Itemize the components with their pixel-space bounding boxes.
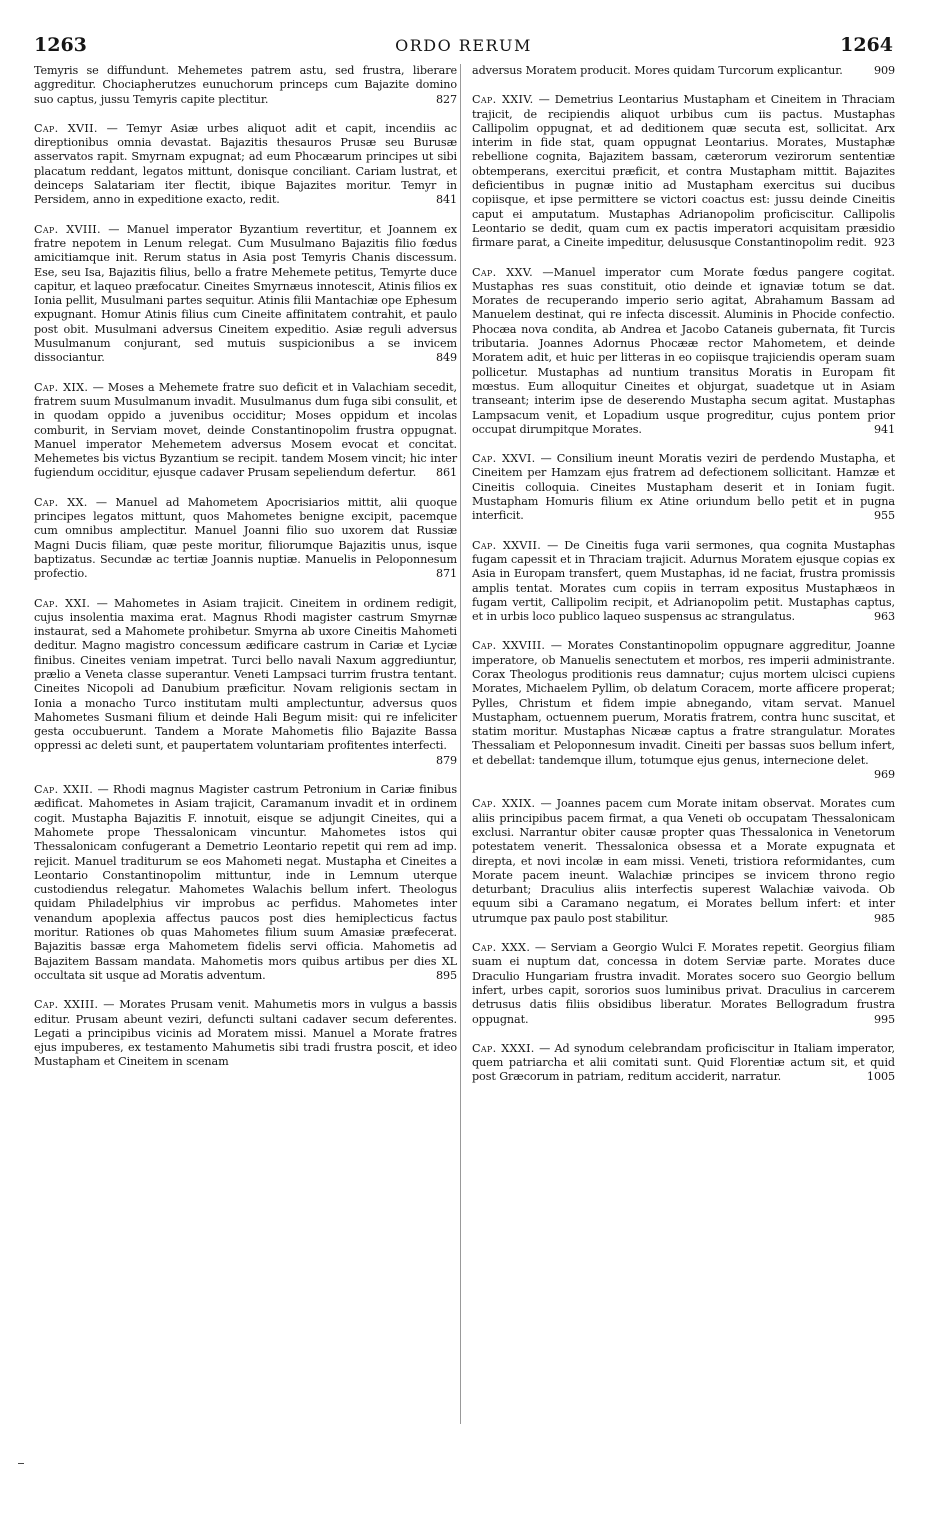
page-reference: 1005 (866, 1070, 895, 1084)
chapter-text: adversus Moratem producit. Mores quidam Turcorum explicantur. (472, 64, 843, 77)
chapter-heading: Cap. XVIII. (34, 222, 101, 236)
page-reference: 879 (435, 753, 457, 767)
chapter-text: — Consilium ineunt Moratis veziri de perdendo Mustapha, et Cineitem per Hamzam ejus fratrem ad defectionem sollicitant. Hamzæ et Cineitis colloquia. Cineites Mustapham deserit et in Ioniam fugit. Mustapham Homuris filium ex Atine oriundum bello petit et in pugna interficit. (472, 452, 895, 523)
chapter-summary (34, 998, 457, 1069)
chapter-text: — De Cineitis fuga varii sermones, qua cognita Mustaphas fugam capessit et in Thraciam trajicit. Adurnus Moratem ejusque copias ex Asia in Europam transfert, quem Mustaphas, id ne faciat, frustra promissis amplis tentat. Morates cum copiis in terram expositus Mustaphæos in fugam vertit, Callipolim recipit, et Adrianopolim petit. Mustaphas captus, et in urbis loco publico laqueo suspensus ac strangulatus. (472, 538, 895, 624)
chapter-heading: Cap. XXV. (472, 265, 534, 279)
chapter-text: — Ad synodum celebrandam proficiscitur in Italiam imperator, quem patriarcha et alii comitati sunt. Quid Florentiæ actum sit, et quid post Græcorum in patriam, reditum acciderit, narratur. (472, 1041, 895, 1084)
page-reference: 895 (435, 968, 457, 982)
page-reference: 963 (873, 610, 895, 624)
chapter-summary (34, 223, 457, 366)
page-reference: 955 (873, 509, 895, 523)
chapter-heading: Cap. XXI. (34, 596, 91, 610)
page-reference: 871 (435, 567, 457, 581)
chapter-text: — Mahometes in Asiam trajicit. Cineitem in ordinem redigit, cujus insolentia maxima erat. Magnus Rhodi magister castrum Smyrnæ instaurat, sed a Mahomete prohibetur. Smyrna ab uxore Cineitis Mahometi deditur. Magno magistro concessum ædificare castrum in Cariæ et Lyciæ finibus. Cineites veniam impetrat. Turci bello navali Naxum aggrediuntur, prælio a Veneta classe superantur. Veneti Lampsaci turrim frustra tentant. Cineites Nicopoli ad Danubium præficitur. Novam religionis sectam in Ionia a monacho Turco institutam multi amplectuntur, adversus quos Mahometes Susmani filium et deinde Hali Begum misit: qui re infeliciter gesta occubuerunt. Tandem a Morate Mahometis filio Bajazite Bassa oppressi ac deleti sunt, et paupertatem voluntariam profitentes interfecti. (34, 596, 457, 753)
chapter-summary (472, 64, 895, 78)
chapter-text: — Joannes pacem cum Morate initam observat. Morates cum aliis principibus pacem firmat, a qua Veneti ob occupatam Thessalonicam exclusi. Narrantur obiter causæ propter quas Thessalonica in Venetorum potestatem venerit. Thessalonica obsessa et a Morate expugnata et direpta, et novi incolæ in eam missi. Veneti, tristiora reformidantes, cum Morate pacem ineunt. Walachiæ principes se invicem throno regio deturbant; Draculius aliis interfectis superest Walachiæ vaivoda. Ob equum sibi a Caramano negatum, ei Morates bellum infert: et inter utrumque pax paulo post stabilitur. (472, 797, 895, 925)
page-reference: 923 (873, 236, 895, 250)
chapter-summary (472, 93, 895, 250)
chapter-heading: Cap. XXIV. (472, 93, 534, 107)
page-reference: 909 (873, 64, 895, 77)
page-reference: 841 (435, 193, 457, 207)
page-reference: 941 (873, 422, 895, 436)
running-title: ORDO RERUM (395, 36, 532, 55)
chapter-text: — Temyr Asiæ urbes aliquot adit et capit, incendiis ac direptionibus omnia devastat. Bajazitis thesauros Prusæ seu Burusæ asservatos rapit. Smyrnam expugnat; ad eum Phocæarum principes ut sibi placatum reddant, legatos mittunt, donisque conciliant. Cariam lustrat, et deinceps Salatariam iter flectit, ibique Bajazites moritur. Temyr in Persidem, anno in expeditione exacto, redit. (34, 121, 457, 207)
chapter-heading: Cap. XXVI. (472, 452, 536, 466)
chapter-heading: Cap. XVII. (34, 121, 98, 135)
chapter-heading: Cap. XX. (34, 495, 88, 509)
chapter-summary (472, 941, 895, 1027)
chapter-heading: Cap. XXIX. (472, 797, 536, 811)
chapter-summary (472, 452, 895, 523)
chapter-text: — Manuel ad Mahometem Apocrisiarios mittit, alii quoque principes legatos mittunt, quos Mahometes benigne excipit, pacemque cum omnibus amplectitur. Manuel Joanni filio suo uxorem dat Russiæ Magni Ducis filiam, quæ peste moritur, filiorumque Bajazitis unus, isque baptizatus. Secundæ ac tertiæ Joannis nuptiæ. Manuelis in Peloponnesum profectio. (34, 495, 458, 581)
column-divider (460, 64, 461, 1424)
page-reference: 969 (873, 768, 895, 782)
chapter-heading: Cap. XXIII. (34, 998, 99, 1012)
chapter-summary (34, 496, 457, 582)
page-reference: 849 (435, 351, 457, 365)
chapter-summary (472, 639, 895, 782)
right-page-number: 1264 (840, 34, 893, 56)
chapter-heading: Cap. XXII. (34, 783, 94, 797)
chapter-summary (34, 122, 457, 208)
chapter-summary (472, 1042, 895, 1085)
chapter-heading: Cap. XIX. (34, 380, 89, 394)
left-column (34, 64, 457, 1085)
chapter-text: — Rhodi magnus Magister castrum Petronium in Cariæ finibus ædificat. Mahometes in Asiam trajicit, Caramanum invadit et in ordinem cogit. Mustapha Bajazitis F. innotuit, eisque se adjungit Cineites, qui a Mahomete prope Thessalonicam vincuntur. Mahometes istos qui Thessalonicam confugerant a Demetrio Leontario repetit qui rem ad imp. rejicit. Manuel traditurum se eos Mahometi negat. Mustapha et Cineites a Leontario Constantinopolim mittuntur, inde in Lemnum uterque custodiendus relegatur. Mahometes Walachis bellum infert. Theologus quidam Philadelphius vir improbus ac perfidus. Mahometes inter venandum apoplexia affectus paucos post dies hemiplecticus factus moritur. Rationes ob quas Mahometes filium suum Amasiæ præfecerat. Bajazitis bassæ erga Mahometem fidelis servi officia. Mahometis ad Bajazitem Bassam mandata. Mahometis mors quibus artibus per dies XL occultata sit usque ad Moratis adventum. (34, 783, 458, 982)
chapter-text: — Moses a Mehemete fratre suo deficit et in Valachiam secedit, fratrem suum Musulmanum invadit. Musulmanus dum fuga sibi consulit, et in quodam oppido a juvenibus occiditur; Moses oppidum et incolas comburit, in Serviam movet, deinde Constantinopolim frustra oppugnat. Manuel imperator Mehemetem adversus Mosem evocat et concitat. Mehemetes bis victus Byzantium se recipit. tandem Mosem vincit; hic inter fugiendum occiditur, ejusque cadaver Prusam sepeliendum defertur. (34, 380, 457, 480)
chapter-summary (34, 783, 457, 983)
chapter-summary (472, 266, 895, 438)
right-column (472, 64, 895, 1100)
chapter-summary (34, 381, 457, 481)
chapter-heading: Cap. XXVII. (472, 538, 542, 552)
page-reference: 985 (873, 911, 895, 925)
margin-mark (18, 1463, 24, 1464)
chapter-text: — Demetrius Leontarius Mustapham et Cineitem in Thraciam trajicit, de recipiendis aliquot urbibus cum iis pactus. Mustaphas Callipolim oppugnat, et ad deditionem quæ secuta est, sollicitat. Arx interim in fide stat, quam oppugnat Leontarius. Morates, Mustaphæ rebellione cognita, Bajazitem bassam, cæterorum vezirorum sententiæ obtemperans, exercitui præficit, et contra Mustapham mittit. Bajazites deficientibus in pugnæ initio ad Mustapham exercitus sui ducibus copiisque, et ipse permittere se victori coactus est: jussu deinde Cineitis caput ei amputatum. Mustaphas Adrianopolim proficiscitur. Callipolis Leontario se dedit, quam cum ex pactis imperatori acquisitam præsidio firmare parat, a Cineite impeditur, delususque Constantinopolim redit. (472, 93, 896, 250)
page-reference: 827 (435, 92, 457, 106)
chapter-text: — Morates Constantinopolim oppugnare aggreditur, Joanne imperatore, ob Manuelis senectutem et morbos, res imperii administrante. Corax Theologus proditionis reus damnatur; cujus mortem ulcisci cupiens Morates, Michaelem Pyllim, ob delatum Coracem, morte afficere properat; Pylles, Christum et fidem impie abnegando, vitam servat. Manuel Mustapham, octuennem puerum, Moratis fratrem, contra hunc suscitat, et statim moritur. Mustaphas Nicææ captus a fratre strangulatur. Morates Thessaliam et Peloponnesum invadit. Cineiti per bassas suos bellum infert, et debellat: tandemque illum, totumque ejus genus, internecione delet. (472, 639, 895, 767)
chapter-heading: Cap. XXXI. (472, 1041, 535, 1055)
chapter-text: — Manuel imperator Byzantium revertitur, et Joannem ex fratre nepotem in Lenum relegat. Cum Musulmano Bajazitis filio fœdus amicitiamque init. Rerum status in Asia post Temyris Chanis discessum. Ese, seu Isa, Bajazitis filius, bello a fratre Mehemete petitus, Temyrte duce capitur, et laqueo præfocatur. Cineites Smyrnæus innotescit, Atinis filios ex Ionia pellit, Musulmani partes sequitur. Atinis filii Mantachiæ ope Ephesum expugnant. Homur Atinis filius cum Cineite affinitatem contrahit, et paulo post obit. Musulmani adversus Cineitem expeditio. Asiæ reguli adversus Musulmanum conjurant, sed mutuis suspicionibus a se invicem dissociantur. (34, 222, 457, 365)
chapter-text: — Morates Prusam venit. Mahumetis mors in vulgus a bassis editur. Prusam abeunt veziri, defuncti sultani cadaver secum deferentes. Legati a principibus vicinis ad Moratem missi. Manuel a Morate fratres ejus impuberes, ex testamento Mahumetis sibi tradi frustra poscit, et ideo Mustapham et Cineitem in scenam (34, 998, 457, 1069)
page-reference: 995 (873, 1012, 895, 1026)
running-header (34, 34, 893, 64)
chapter-summary (34, 64, 457, 107)
page-reference: 861 (435, 466, 457, 480)
chapter-text: Temyris se diffundunt. Mehemetes patrem astu, sed frustra, liberare aggreditur. Chociapherutzes eunuchorum princeps cum Bajazite domino suo captus, jussu Temyris capite plectitur. (34, 64, 457, 106)
chapter-heading: Cap. XXVIII. (472, 639, 546, 653)
chapter-summary (34, 597, 457, 769)
left-page-number: 1263 (34, 34, 87, 56)
chapter-summary (472, 539, 895, 625)
chapter-heading: Cap. XXX. (472, 941, 531, 955)
chapter-text: —Manuel imperator cum Morate fœdus pangere cogitat. Mustaphas res suas constituit, otio deinde et ignaviæ totum se dat. Morates de recuperando imperio serio agitat, Abrahamum Bassam ad Manuelem destinat, qui re infecta discessit. Aluminis in Phocide confectio. Phocæa nova condita, ab Andrea et Jacobo Cataneis gubernata, fit Turcis tributaria. Joannes Adornus Phocææ rector Mahometem, et deinde Moratem adit, et huic per litteras in eo copiisque trajiciendis operam suam pollicetur. Mustaphas ad nuntium transitus Moratis in Europam fit mœstus. Eum alloquitur Cineites et objurgat, suadetque ut in Asiam transeant; interim ipse de deserendo Mustapha secum agitat. Mustaphas Lampsacum venit, et Lopadium usque progreditur, cujus pontem prior occupat dirumpitque Morates. (472, 265, 895, 436)
chapter-text: — Serviam a Georgio Wulci F. Morates repetit. Georgius filiam suam ei nuptum dat, concessa in dotem Serviæ parte. Morates duce Draculio Hungariam frustra invadit. Morates socero suo Georgio bellum infert, urbes capit, sororios suos luminibus privat. Draculius in carcerem detrusus datis filiis obsidibus liberatur. Morates Bellogradum frustra oppugnat. (472, 941, 895, 1026)
chapter-summary (472, 797, 895, 926)
